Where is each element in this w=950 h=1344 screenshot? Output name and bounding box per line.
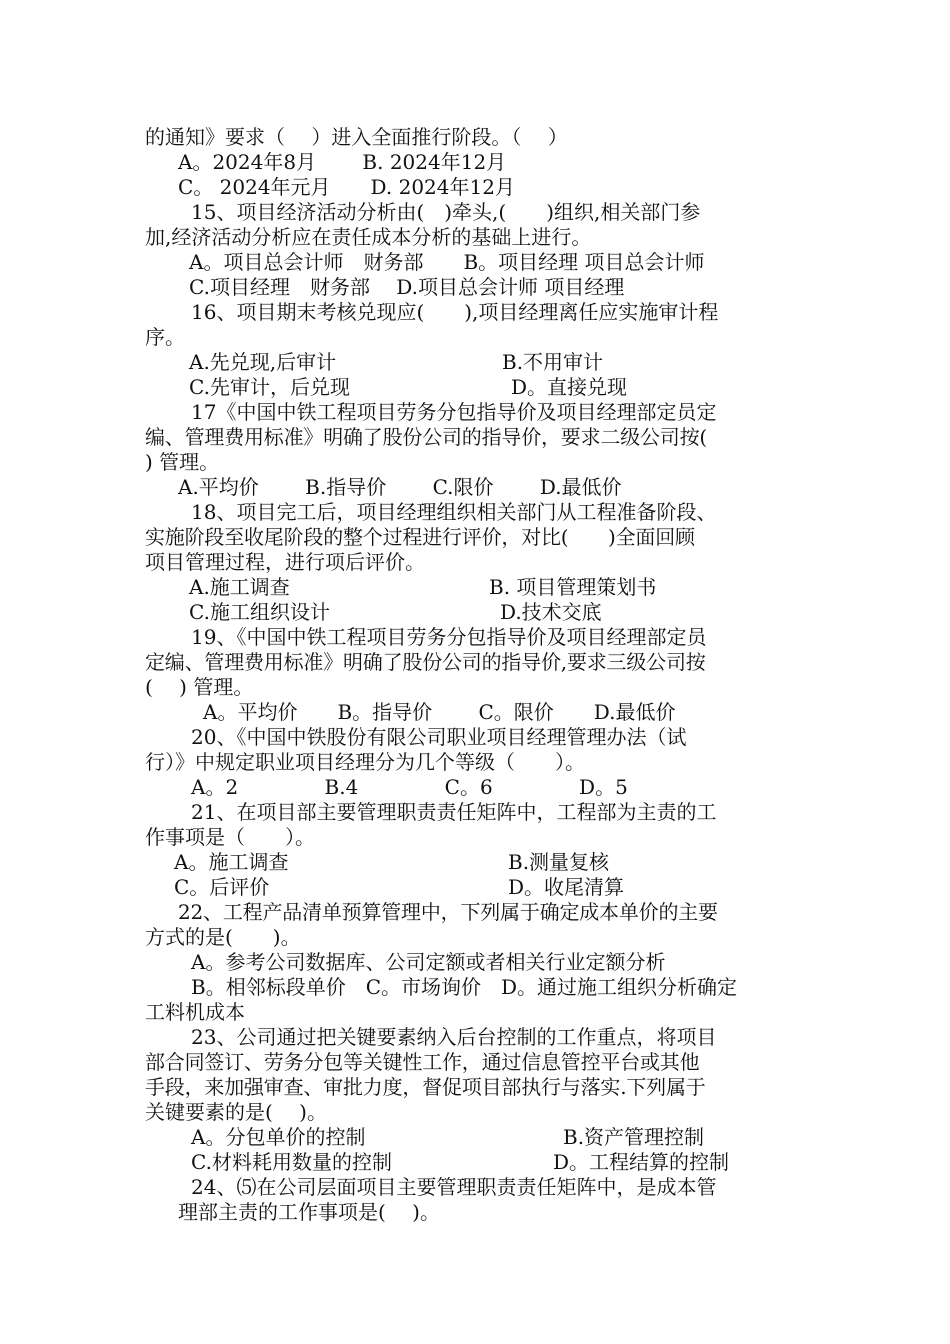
question-17: 17《中国中铁工程项目劳务分包指导价及项目经理部定员定 <box>191 400 717 424</box>
option-a: A。分包单价的控制 <box>191 1125 366 1149</box>
option-line: A。2 B.4 C。6 D。5 <box>191 775 628 799</box>
option-b: B.不用审计 <box>502 350 604 374</box>
option-line: A。项目总会计师 财务部 B。项目经理 项目总会计师 <box>189 250 705 274</box>
option-line: A。平均价 B。指导价 C。限价 D.最低价 <box>203 700 676 724</box>
option-a: A。施工调查 <box>174 850 289 874</box>
option-c: C.材料耗用数量的控制 <box>191 1150 392 1174</box>
option-b: B.测量复核 <box>508 850 610 874</box>
option-d: D。直接兑现 <box>511 375 628 399</box>
option-line: C。 2024年元月 D. 2024年12月 <box>178 175 515 199</box>
option-d: D.技术交底 <box>500 600 602 624</box>
text-line: 作事项是（ ）。 <box>145 825 315 849</box>
question-18: 18、项目完工后，项目经理组织相关部门从工程准备阶段、 <box>191 500 717 524</box>
option-c: C。后评价 <box>174 875 270 899</box>
text-line: 编、管理费用标准》明确了股份公司的指导价，要求二级公司按( <box>145 425 708 449</box>
option-line: A。2024年8月 B. 2024年12月 <box>178 150 507 174</box>
option-line: A.平均价 B.指导价 C.限价 D.最低价 <box>178 475 622 499</box>
question-24: 24、⑸在公司层面项目主要管理职责责任矩阵中，是成本管 <box>191 1175 717 1199</box>
option-b: B. 项目管理策划书 <box>489 575 657 599</box>
text-line: 项目管理过程，进行项后评价。 <box>145 550 425 574</box>
text-line: 实施阶段至收尾阶段的整个过程进行评价，对比( )全面回顾 <box>145 525 695 549</box>
question-21: 21、在项目部主要管理职责责任矩阵中，工程部为主责的工 <box>191 800 717 824</box>
question-19: 19、《中国中铁工程项目劳务分包指导价及项目经理部定员 <box>191 625 707 649</box>
text-line: ) 管理。 <box>145 450 220 474</box>
text-line: 定编、管理费用标准》明确了股份公司的指导价,要求三级公司按 <box>145 650 706 674</box>
option-c: C.施工组织设计 <box>189 600 330 624</box>
question-23: 23、公司通过把关键要素纳入后台控制的工作重点，将项目 <box>191 1025 717 1049</box>
text-line: 序。 <box>145 325 185 349</box>
option-line: B。相邻标段单价 C。市场询价 D。通过施工组织分析确定 <box>191 975 738 999</box>
text-line: 手段，来加强审查、审批力度，督促项目部执行与落实.下列属于 <box>145 1075 706 1099</box>
question-16: 16、项目期末考核兑现应( ),项目经理离任应实施审计程 <box>191 300 719 324</box>
option-a: A。参考公司数据库、公司定额或者相关行业定额分析 <box>191 950 666 974</box>
text-line: 行）》中规定职业项目经理分为几个等级（ ）。 <box>145 750 585 774</box>
text-line: 方式的是( )。 <box>145 925 301 949</box>
text-line: ( ) 管理。 <box>145 675 254 699</box>
option-d: D。收尾清算 <box>508 875 625 899</box>
option-a: A.施工调查 <box>189 575 290 599</box>
option-d: D。工程结算的控制 <box>553 1150 730 1174</box>
option-b: B.资产管理控制 <box>563 1125 705 1149</box>
question-22: 22、工程产品清单预算管理中，下列属于确定成本单价的主要 <box>178 900 718 924</box>
text-line: 的通知》要求（ ）进入全面推行阶段。（ ） <box>145 125 568 149</box>
option-c: C.先审计，后兑现 <box>189 375 350 399</box>
text-line: 理部主责的工作事项是( )。 <box>178 1200 440 1224</box>
option-line: C.项目经理 财务部 D.项目总会计师 项目经理 <box>189 275 625 299</box>
option-a: A.先兑现,后审计 <box>189 350 337 374</box>
text-line: 加,经济活动分析应在责任成本分析的基础上进行。 <box>145 225 592 249</box>
question-20: 20、《中国中铁股份有限公司职业项目经理管理办法（试 <box>191 725 687 749</box>
text-line: 工料机成本 <box>145 1000 245 1024</box>
question-15: 15、项目经济活动分析由( )牵头,( )组织,相关部门参 <box>191 200 701 224</box>
text-line: 关键要素的是( )。 <box>145 1100 327 1124</box>
text-line: 部合同签订、劳务分包等关键性工作，通过信息管控平台或其他 <box>145 1050 700 1074</box>
